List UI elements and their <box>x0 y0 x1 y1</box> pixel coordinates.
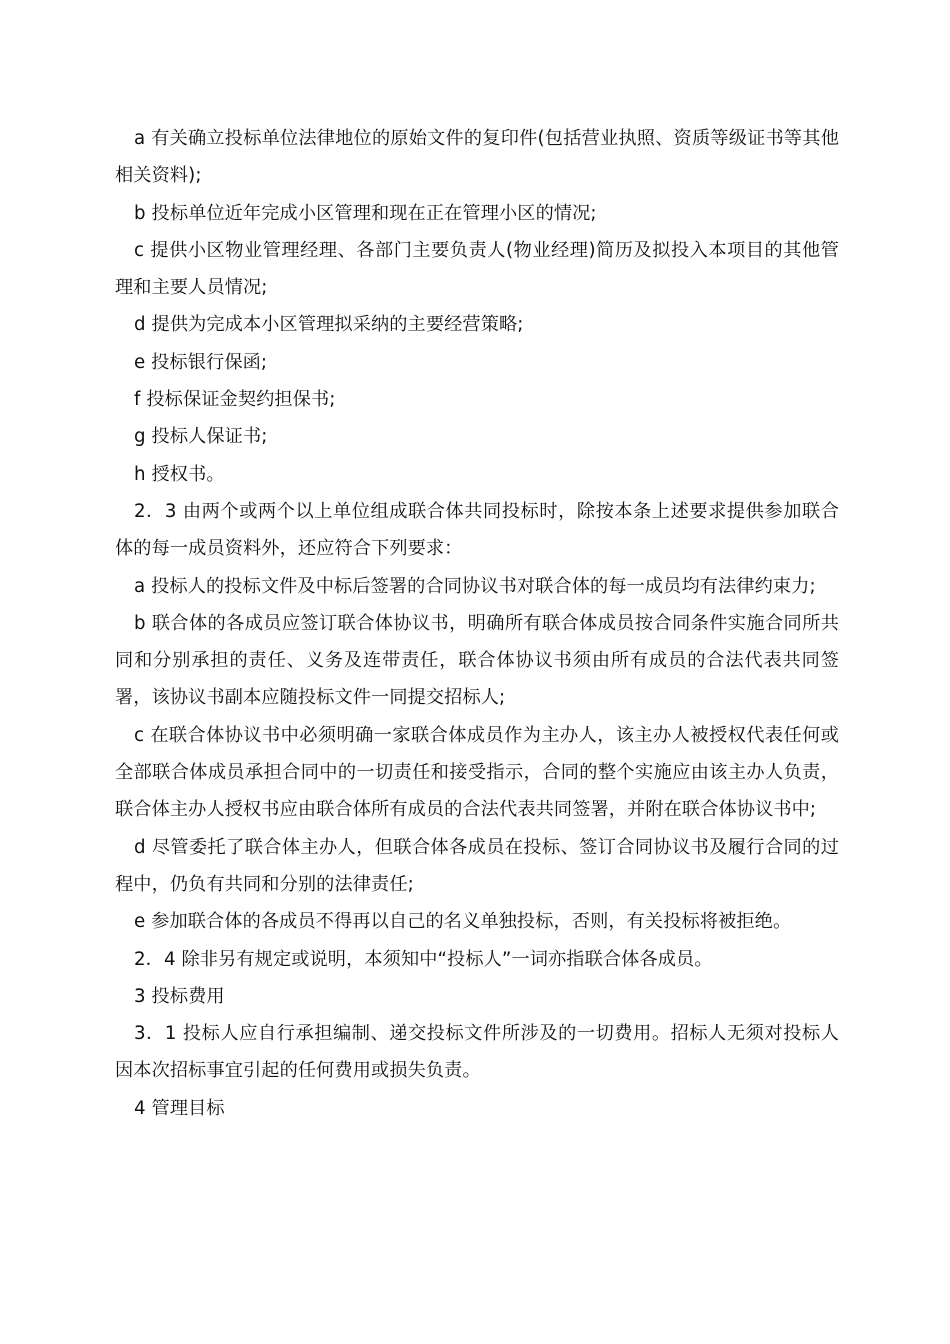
paragraph-consortium-e: e 参加联合体的各成员不得再以自己的名义单独投标，否则，有关投标将被拒绝。 <box>134 911 792 933</box>
paragraph-2-3-consortium: 2．3 由两个或两个以上单位组成联合体共同投标时，除按本条上述要求提供参加联合体的每一成员资料外，还应符合下列要求： <box>115 500 839 560</box>
paragraph-g-bidder-guarantee: g 投标人保证书; <box>134 426 268 448</box>
paragraph-consortium-d: d 尽管委托了联合体主办人，但联合体各成员在投标、签订合同协议书及履行合同的过程中，仍负有共同和分别的法律责任; <box>115 836 839 895</box>
paragraph-consortium-a: a 投标人的投标文件及中标后签署的合同协议书对联合体的每一成员均有法律约束力; <box>134 575 816 597</box>
paragraph-2-4-definition: 2．4 除非另有规定或说明，本须知中“投标人”一词亦指联合体各成员。 <box>134 948 713 970</box>
section-heading-4-management-goals: 4 管理目标 <box>134 1097 225 1119</box>
paragraph-consortium-c: c 在联合体协议书中必须明确一家联合体成员作为主办人，该主办人被授权代表任何或全部联合体成员承担合同中的一切责任和接受指示，合同的整个实施应由该主办人负责，联合体主办人授权书应由联合体所有成员的合法代表共同签署，并附在联合体协议书中; <box>115 724 839 821</box>
paragraph-f-bid-bond: f 投标保证金契约担保书; <box>134 389 336 411</box>
section-heading-3-bid-costs: 3 投标费用 <box>134 985 225 1007</box>
paragraph-d-business-strategy: d 提供为完成本小区管理拟采纳的主要经营策略; <box>134 314 524 336</box>
paragraph-e-bank-guarantee: e 投标银行保函; <box>134 351 268 373</box>
paragraph-consortium-b: b 联合体的各成员应签订联合体协议书，明确所有联合体成员按合同条件实施合同所共同和分别承担的责任、义务及连带责任，联合体协议书须由所有成员的合法代表共同签署，该协议书副本应随投标文件一同提交招标人; <box>115 612 839 709</box>
paragraph-c-staff-resumes: c 提供小区物业管理经理、各部门主要负责人(物业经理)简历及拟投入本项目的其他管理和主要人员情况; <box>115 239 839 299</box>
paragraph-b-recent-management: b 投标单位近年完成小区管理和现在正在管理小区的情况; <box>134 202 597 224</box>
paragraph-3-1-costs: 3．1 投标人应自行承担编制、递交投标文件所涉及的一切费用。招标人无须对投标人因本次招标事宜引起的任何费用或损失负责。 <box>115 1023 839 1082</box>
paragraph-h-authorization: h 授权书。 <box>134 463 225 485</box>
document-body <box>115 120 839 1127</box>
paragraph-a-legal-status-docs: a 有关确立投标单位法律地位的原始文件的复印件(包括营业执照、资质等级证书等其他相关资料); <box>115 128 839 187</box>
